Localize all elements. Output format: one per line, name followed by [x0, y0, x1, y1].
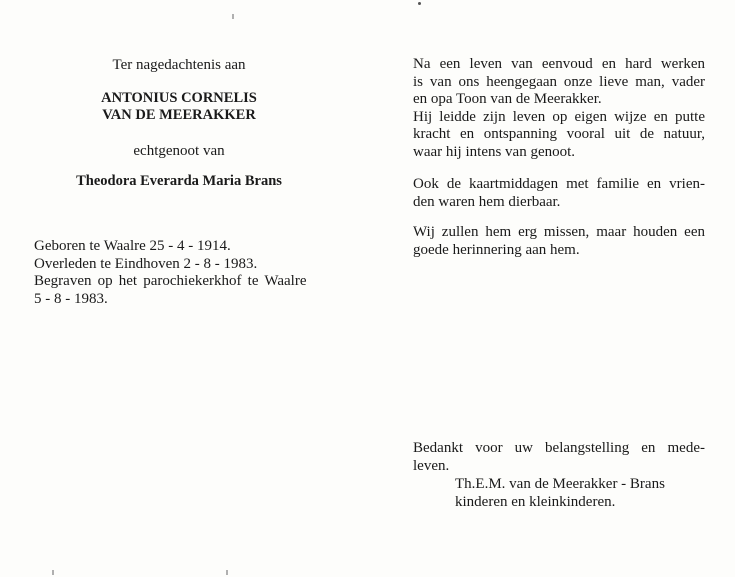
burial-date-line: 5 - 8 - 1983.	[34, 290, 108, 307]
thanks-paragraph	[413, 440, 705, 475]
fold-mark	[52, 570, 54, 575]
text-line: is van ons heengegaan onze lieve man, vader	[413, 73, 705, 90]
deceased-name-line: VAN DE MEERAKKER	[102, 107, 256, 123]
text-line: Wij zullen hem erg missen, maar houden een	[413, 224, 705, 240]
signature	[455, 476, 715, 511]
fold-mark	[232, 14, 234, 19]
death-line: Overleden te Eindhoven 2 - 8 - 1983.	[34, 255, 258, 272]
print-speck	[418, 2, 421, 5]
text-line: waar hij intens van genoot.	[413, 143, 576, 160]
text-line: Hij leidde zijn leven op eigen wijze en putte	[413, 108, 705, 125]
fold-mark	[226, 570, 228, 575]
text-line: goede herinnering aan hem.	[413, 241, 580, 258]
intro-text: Ter nagedachtenis aan	[112, 57, 246, 73]
text-line: Na een leven van eenvoud en hard werken	[413, 56, 705, 72]
text-line: Ook de kaartmiddagen met familie en vrien-	[413, 176, 705, 192]
spouse-name: Theodora Everarda Maria Brans	[76, 173, 282, 189]
signature-line: kinderen en kleinkinderen.	[455, 493, 616, 510]
signature-line: Th.E.M. van de Meerakker - Brans	[455, 476, 665, 492]
cards-paragraph	[413, 176, 705, 211]
tribute-paragraph	[413, 56, 705, 161]
text-line: kracht en ontspanning vooral uit de natuur,	[413, 126, 705, 142]
text-line: den waren hem dierbaar.	[413, 193, 561, 210]
deceased-name-line: ANTONIUS CORNELIS	[101, 90, 257, 106]
missing-paragraph	[413, 224, 705, 259]
text-line: Bedankt voor uw belangstelling en mede-	[413, 440, 705, 456]
spouse-label: echtgenoot van	[133, 143, 225, 159]
life-data	[34, 238, 334, 308]
text-line: leven.	[413, 457, 450, 474]
deceased-name	[34, 90, 324, 124]
text-line: en opa Toon van de Meerakker.	[413, 91, 602, 107]
birth-line: Geboren te Waalre 25 - 4 - 1914.	[34, 238, 231, 254]
burial-line: Begraven op het parochiekerkhof te Waalre	[34, 273, 307, 289]
